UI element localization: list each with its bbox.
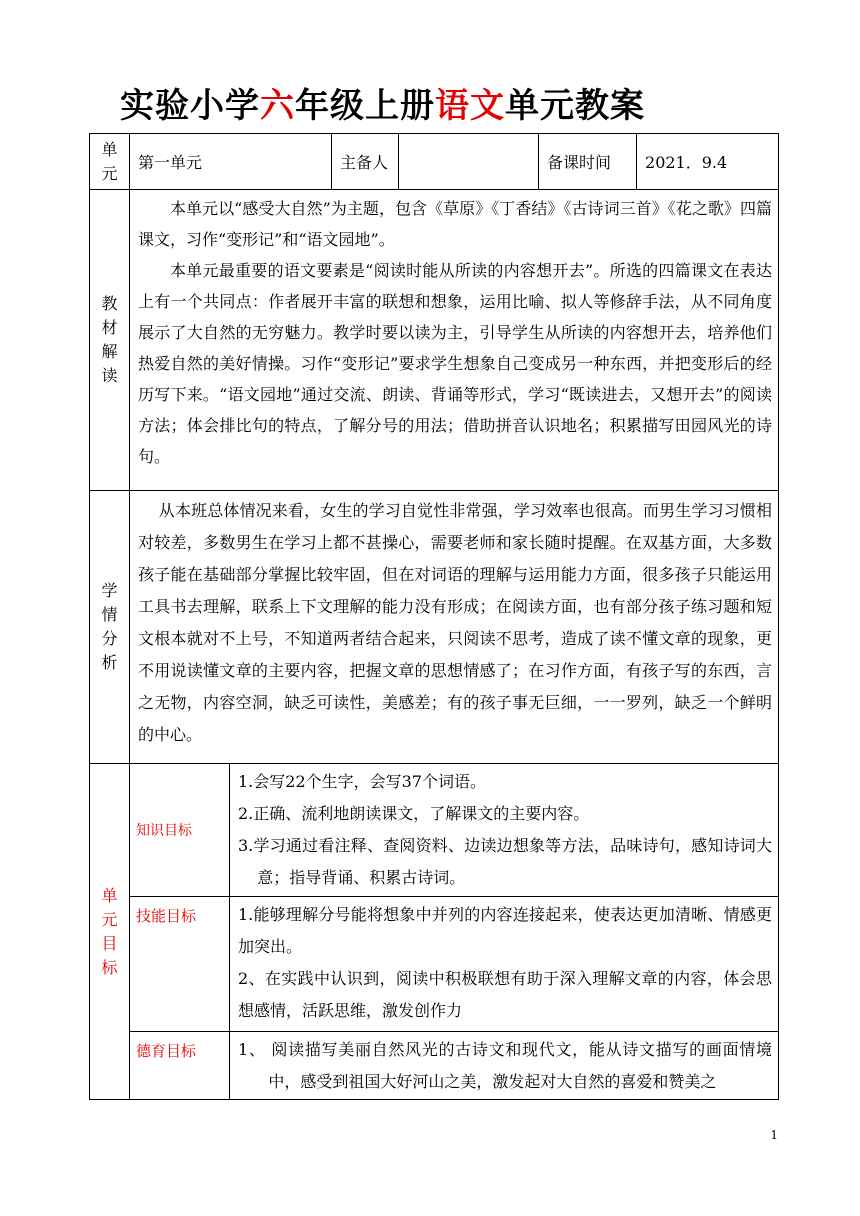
time-value: 2021．9.4 bbox=[637, 134, 779, 190]
goal-knowledge-row bbox=[90, 764, 779, 897]
title-part-5: 单元教案 bbox=[505, 86, 645, 126]
material-content bbox=[130, 190, 779, 491]
analysis-label: 学 情 分 析 bbox=[90, 491, 130, 764]
analysis-content bbox=[130, 491, 779, 764]
analysis-row bbox=[90, 491, 779, 764]
goal-skill-row bbox=[90, 897, 779, 1032]
material-paragraph-2: 本单元最重要的语文要素是“阅读时能从所读的内容想开去”。所选的四篇课文在表达上有一个共同点：作者展开丰富的联想和想象，运用比喻、拟人等修辞手法，从不同角度展示了大自然的无穷魅力。教学时要以读为主，引导学生从所读的内容想开去，培养他们热爱自然的美好情操。习作“变形记”要求学生想象自己变成另一种东西，并把变形后的经历写下来。“语文园地”通过交流、朗读、背诵等形式，学习“既读进去，又想开去”的阅读方法；体会排比句的特点，了解分号的用法；借助拼音认识地名；积累描写田园风光的诗句。 bbox=[138, 261, 773, 466]
unit-value: 第一单元 bbox=[130, 134, 332, 190]
knowledge-item-3: 3.学习通过看注释、查阅资料、边读边想象等方法，品味诗句，感知诗词大意；指导背诵、积累古诗词。 bbox=[238, 836, 773, 887]
material-paragraph-1: 本单元以“感受大自然”为主题，包含《草原》《丁香结》《古诗词三首》《花之歌》四篇课文，习作“变形记”和“语文园地”。 bbox=[138, 199, 773, 249]
moral-goal-label: 德育目标 bbox=[130, 1032, 230, 1100]
knowledge-goal-label: 知识目标 bbox=[130, 764, 230, 897]
knowledge-item-2: 2.正确、流利地朗读课文，了解课文的主要内容。 bbox=[238, 804, 590, 823]
document-title bbox=[120, 78, 645, 127]
time-label: 备课时间 bbox=[539, 134, 637, 190]
preparer-label: 主备人 bbox=[332, 134, 399, 190]
title-part-subject: 语文 bbox=[435, 86, 505, 126]
header-row bbox=[90, 134, 779, 190]
skill-goal-content bbox=[230, 897, 779, 1032]
analysis-paragraph: 从本班总体情况来看，女生的学习自觉性非常强，学习效率也很高。而男生学习习惯相对较差，多数男生在学习上都不甚操心，需要老师和家长随时提醒。在双基方面，大多数孩子能在基础部分掌握比较牢固，但在对词语的理解与运用能力方面，很多孩子只能运用工具书去理解，联系上下文理解的能力没有形成；在阅读方面，也有部分孩子练习题和短文根本就对不上号，不知道两者结合起来，只阅读不思考，造成了读不懂文章的现象，更不用说读懂文章的主要内容，把握文章的思想情感了；在习作方面，有孩子写的东西，言之无物，内容空洞，缺乏可读性，美感差；有的孩子事无巨细，一一罗列，缺乏一个鲜明的中心。 bbox=[138, 501, 773, 744]
skill-item-1: 1.能够理解分号能将想象中并列的内容连接起来，使表达更加清晰、情感更加突出。 bbox=[238, 905, 773, 956]
title-part-grade: 六 bbox=[260, 86, 295, 126]
lesson-plan-table bbox=[89, 133, 779, 1100]
title-part-1: 实验小学 bbox=[120, 86, 260, 126]
moral-goal-content bbox=[230, 1032, 779, 1100]
title-part-3: 年级上册 bbox=[295, 86, 435, 126]
page-number: 1 bbox=[770, 1128, 778, 1142]
skill-item-2: 2、在实践中认识到，阅读中积极联想有助于深入理解文章的内容，体会思想感情，活跃思维，激发创作力 bbox=[238, 969, 773, 1020]
goal-moral-row bbox=[90, 1032, 779, 1100]
goals-label: 单 元 目 标 bbox=[90, 764, 130, 1100]
material-row bbox=[90, 190, 779, 491]
unit-label: 单 元 bbox=[90, 134, 130, 190]
preparer-value bbox=[399, 134, 539, 190]
material-label: 教 材 解 读 bbox=[90, 190, 130, 491]
skill-goal-label: 技能目标 bbox=[130, 897, 230, 1032]
knowledge-goal-content bbox=[230, 764, 779, 897]
moral-item-1: 1、 阅读描写美丽自然风光的古诗文和现代文，能从诗文描写的画面情境中，感受到祖国大好河山之美，激发起对大自然的喜爱和赞美之 bbox=[238, 1040, 773, 1091]
knowledge-item-1: 1.会写22个生字，会写37个词语。 bbox=[238, 772, 486, 791]
